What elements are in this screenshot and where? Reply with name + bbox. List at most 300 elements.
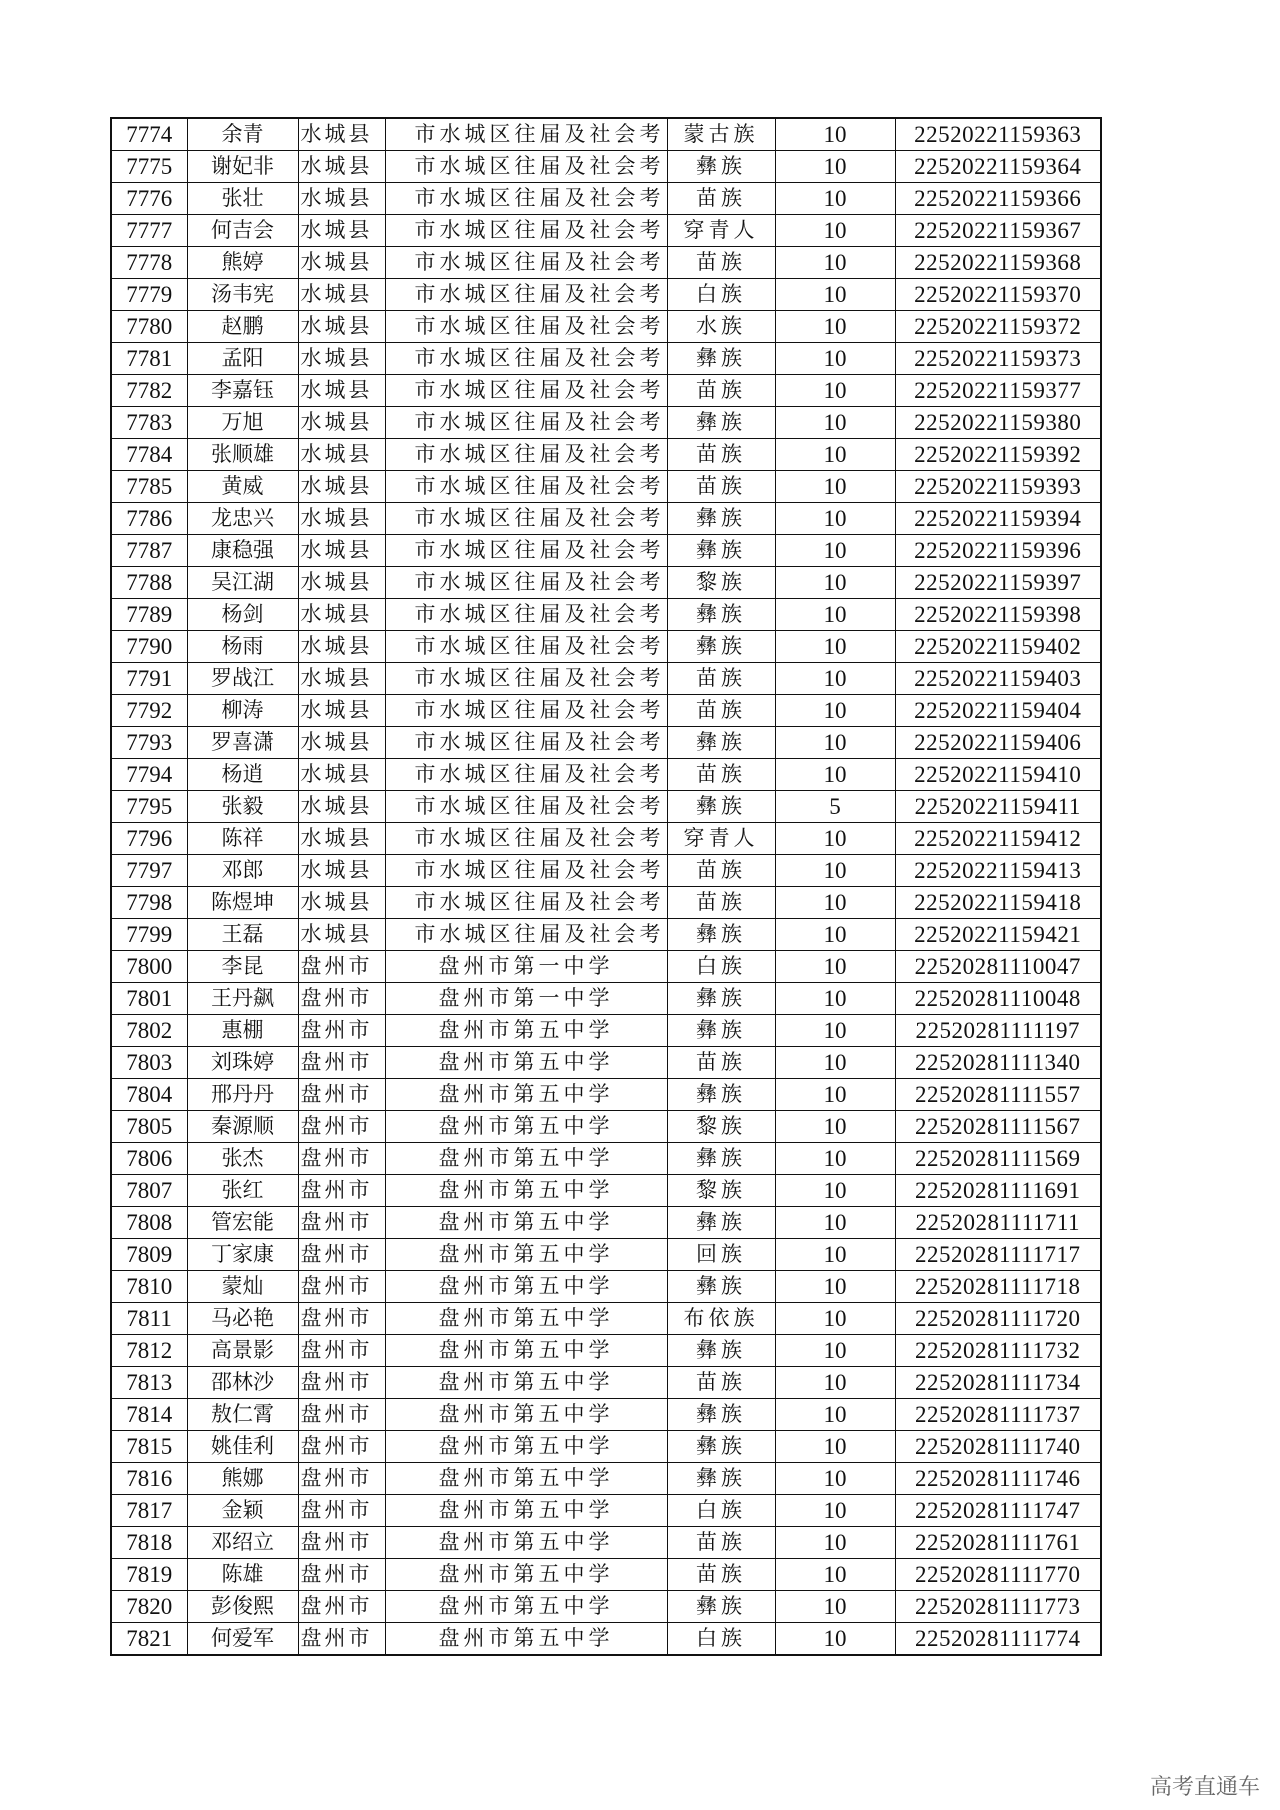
row-number-cell: 7819 bbox=[111, 1559, 187, 1591]
score-cell: 10 bbox=[775, 343, 895, 375]
school-cell: 市水城区往届及社会考 bbox=[385, 183, 667, 215]
exam-id-cell: 22520281111732 bbox=[895, 1335, 1101, 1367]
score-cell: 10 bbox=[775, 631, 895, 663]
exam-id-cell: 22520221159366 bbox=[895, 183, 1101, 215]
county-cell: 盘州市 bbox=[298, 1495, 385, 1527]
score-cell: 10 bbox=[775, 1111, 895, 1143]
exam-id-cell: 22520221159397 bbox=[895, 567, 1101, 599]
row-number-cell: 7784 bbox=[111, 439, 187, 471]
ethnicity-cell: 苗族 bbox=[667, 663, 775, 695]
name-cell: 汤韦宪 bbox=[187, 279, 298, 311]
ethnicity-cell: 苗族 bbox=[667, 471, 775, 503]
score-cell: 10 bbox=[775, 855, 895, 887]
score-cell: 10 bbox=[775, 1367, 895, 1399]
table-row bbox=[111, 919, 1101, 951]
row-number-cell: 7776 bbox=[111, 183, 187, 215]
county-cell: 盘州市 bbox=[298, 1015, 385, 1047]
row-number-cell: 7795 bbox=[111, 791, 187, 823]
row-number-cell: 7813 bbox=[111, 1367, 187, 1399]
county-cell: 盘州市 bbox=[298, 1143, 385, 1175]
row-number-cell: 7800 bbox=[111, 951, 187, 983]
table-row bbox=[111, 855, 1101, 887]
exam-id-cell: 22520221159368 bbox=[895, 247, 1101, 279]
county-cell: 水城县 bbox=[298, 663, 385, 695]
name-cell: 万旭 bbox=[187, 407, 298, 439]
county-cell: 水城县 bbox=[298, 695, 385, 727]
exam-id-cell: 22520221159373 bbox=[895, 343, 1101, 375]
name-cell: 邢丹丹 bbox=[187, 1079, 298, 1111]
exam-id-cell: 22520221159396 bbox=[895, 535, 1101, 567]
score-cell: 10 bbox=[775, 599, 895, 631]
county-cell: 盘州市 bbox=[298, 1431, 385, 1463]
ethnicity-cell: 白族 bbox=[667, 951, 775, 983]
ethnicity-cell: 彝族 bbox=[667, 1431, 775, 1463]
row-number-cell: 7794 bbox=[111, 759, 187, 791]
row-number-cell: 7792 bbox=[111, 695, 187, 727]
county-cell: 水城县 bbox=[298, 791, 385, 823]
exam-id-cell: 22520221159406 bbox=[895, 727, 1101, 759]
row-number-cell: 7774 bbox=[111, 118, 187, 151]
ethnicity-cell: 彝族 bbox=[667, 727, 775, 759]
score-cell: 10 bbox=[775, 1207, 895, 1239]
exam-id-cell: 22520221159403 bbox=[895, 663, 1101, 695]
ethnicity-cell: 苗族 bbox=[667, 247, 775, 279]
county-cell: 盘州市 bbox=[298, 1399, 385, 1431]
table-row bbox=[111, 1271, 1101, 1303]
row-number-cell: 7818 bbox=[111, 1527, 187, 1559]
table-row bbox=[111, 599, 1101, 631]
table-row bbox=[111, 983, 1101, 1015]
ethnicity-cell: 苗族 bbox=[667, 1559, 775, 1591]
exam-id-cell: 22520221159393 bbox=[895, 471, 1101, 503]
ethnicity-cell: 苗族 bbox=[667, 855, 775, 887]
ethnicity-cell: 彝族 bbox=[667, 599, 775, 631]
ethnicity-cell: 苗族 bbox=[667, 695, 775, 727]
score-cell: 10 bbox=[775, 951, 895, 983]
school-cell: 市水城区往届及社会考 bbox=[385, 823, 667, 855]
row-number-cell: 7801 bbox=[111, 983, 187, 1015]
ethnicity-cell: 彝族 bbox=[667, 1335, 775, 1367]
score-cell: 10 bbox=[775, 1623, 895, 1656]
school-cell: 盘州市第五中学 bbox=[385, 1079, 667, 1111]
county-cell: 盘州市 bbox=[298, 1559, 385, 1591]
exam-id-cell: 22520281111720 bbox=[895, 1303, 1101, 1335]
exam-id-cell: 22520281111557 bbox=[895, 1079, 1101, 1111]
table-row bbox=[111, 151, 1101, 183]
score-cell: 10 bbox=[775, 695, 895, 727]
county-cell: 水城县 bbox=[298, 471, 385, 503]
table-row bbox=[111, 1399, 1101, 1431]
score-cell: 10 bbox=[775, 919, 895, 951]
school-cell: 盘州市第五中学 bbox=[385, 1111, 667, 1143]
ethnicity-cell: 彝族 bbox=[667, 1079, 775, 1111]
ethnicity-cell: 彝族 bbox=[667, 1463, 775, 1495]
county-cell: 盘州市 bbox=[298, 1591, 385, 1623]
school-cell: 市水城区往届及社会考 bbox=[385, 695, 667, 727]
county-cell: 水城县 bbox=[298, 599, 385, 631]
exam-id-cell: 22520221159410 bbox=[895, 759, 1101, 791]
row-number-cell: 7803 bbox=[111, 1047, 187, 1079]
score-cell: 10 bbox=[775, 983, 895, 1015]
name-cell: 罗战江 bbox=[187, 663, 298, 695]
county-cell: 水城县 bbox=[298, 503, 385, 535]
name-cell: 余青 bbox=[187, 118, 298, 151]
exam-id-cell: 22520281110047 bbox=[895, 951, 1101, 983]
school-cell: 盘州市第五中学 bbox=[385, 1271, 667, 1303]
exam-id-cell: 22520281111747 bbox=[895, 1495, 1101, 1527]
name-cell: 丁家康 bbox=[187, 1239, 298, 1271]
school-cell: 市水城区往届及社会考 bbox=[385, 919, 667, 951]
score-cell: 10 bbox=[775, 727, 895, 759]
ethnicity-cell: 黎族 bbox=[667, 1175, 775, 1207]
row-number-cell: 7780 bbox=[111, 311, 187, 343]
name-cell: 何爱军 bbox=[187, 1623, 298, 1656]
score-cell: 10 bbox=[775, 1495, 895, 1527]
ethnicity-cell: 穿青人 bbox=[667, 823, 775, 855]
table-row bbox=[111, 1495, 1101, 1527]
school-cell: 盘州市第五中学 bbox=[385, 1559, 667, 1591]
table-row bbox=[111, 1431, 1101, 1463]
school-cell: 盘州市第一中学 bbox=[385, 951, 667, 983]
row-number-cell: 7797 bbox=[111, 855, 187, 887]
table-row bbox=[111, 1015, 1101, 1047]
name-cell: 杨雨 bbox=[187, 631, 298, 663]
row-number-cell: 7814 bbox=[111, 1399, 187, 1431]
score-cell: 10 bbox=[775, 1431, 895, 1463]
ethnicity-cell: 彝族 bbox=[667, 151, 775, 183]
row-number-cell: 7793 bbox=[111, 727, 187, 759]
table-row bbox=[111, 1175, 1101, 1207]
school-cell: 盘州市第五中学 bbox=[385, 1015, 667, 1047]
exam-id-cell: 22520221159364 bbox=[895, 151, 1101, 183]
row-number-cell: 7775 bbox=[111, 151, 187, 183]
school-cell: 盘州市第五中学 bbox=[385, 1047, 667, 1079]
table-row bbox=[111, 791, 1101, 823]
ethnicity-cell: 苗族 bbox=[667, 887, 775, 919]
exam-id-cell: 22520281111774 bbox=[895, 1623, 1101, 1656]
score-cell: 10 bbox=[775, 503, 895, 535]
score-cell: 10 bbox=[775, 1399, 895, 1431]
county-cell: 水城县 bbox=[298, 279, 385, 311]
row-number-cell: 7806 bbox=[111, 1143, 187, 1175]
table-row bbox=[111, 471, 1101, 503]
school-cell: 市水城区往届及社会考 bbox=[385, 567, 667, 599]
school-cell: 盘州市第一中学 bbox=[385, 983, 667, 1015]
table-row bbox=[111, 1303, 1101, 1335]
score-cell: 10 bbox=[775, 1335, 895, 1367]
ethnicity-cell: 苗族 bbox=[667, 1047, 775, 1079]
ethnicity-cell: 苗族 bbox=[667, 375, 775, 407]
name-cell: 张顺雄 bbox=[187, 439, 298, 471]
score-cell: 10 bbox=[775, 1271, 895, 1303]
school-cell: 盘州市第五中学 bbox=[385, 1399, 667, 1431]
score-cell: 10 bbox=[775, 1143, 895, 1175]
score-cell: 10 bbox=[775, 1047, 895, 1079]
score-cell: 10 bbox=[775, 1015, 895, 1047]
name-cell: 王丹飙 bbox=[187, 983, 298, 1015]
county-cell: 盘州市 bbox=[298, 1047, 385, 1079]
name-cell: 邵林沙 bbox=[187, 1367, 298, 1399]
ethnicity-cell: 彝族 bbox=[667, 983, 775, 1015]
exam-id-cell: 22520221159413 bbox=[895, 855, 1101, 887]
school-cell: 市水城区往届及社会考 bbox=[385, 407, 667, 439]
county-cell: 水城县 bbox=[298, 183, 385, 215]
exam-id-cell: 22520281111761 bbox=[895, 1527, 1101, 1559]
score-cell: 10 bbox=[775, 1463, 895, 1495]
county-cell: 水城县 bbox=[298, 247, 385, 279]
school-cell: 盘州市第五中学 bbox=[385, 1495, 667, 1527]
school-cell: 市水城区往届及社会考 bbox=[385, 887, 667, 919]
ethnicity-cell: 彝族 bbox=[667, 919, 775, 951]
exam-id-cell: 22520281111737 bbox=[895, 1399, 1101, 1431]
name-cell: 陈祥 bbox=[187, 823, 298, 855]
exam-id-cell: 22520221159372 bbox=[895, 311, 1101, 343]
exam-id-cell: 22520221159402 bbox=[895, 631, 1101, 663]
name-cell: 惠棚 bbox=[187, 1015, 298, 1047]
name-cell: 龙忠兴 bbox=[187, 503, 298, 535]
ethnicity-cell: 苗族 bbox=[667, 1527, 775, 1559]
school-cell: 市水城区往届及社会考 bbox=[385, 118, 667, 151]
row-number-cell: 7817 bbox=[111, 1495, 187, 1527]
name-cell: 何吉会 bbox=[187, 215, 298, 247]
score-cell: 10 bbox=[775, 759, 895, 791]
county-cell: 水城县 bbox=[298, 343, 385, 375]
school-cell: 市水城区往届及社会考 bbox=[385, 599, 667, 631]
table-body bbox=[111, 118, 1101, 1655]
county-cell: 水城县 bbox=[298, 887, 385, 919]
school-cell: 盘州市第五中学 bbox=[385, 1143, 667, 1175]
table-row bbox=[111, 887, 1101, 919]
ethnicity-cell: 彝族 bbox=[667, 1271, 775, 1303]
county-cell: 水城县 bbox=[298, 215, 385, 247]
ethnicity-cell: 彝族 bbox=[667, 1399, 775, 1431]
row-number-cell: 7821 bbox=[111, 1623, 187, 1656]
ethnicity-cell: 白族 bbox=[667, 279, 775, 311]
table-row bbox=[111, 535, 1101, 567]
ethnicity-cell: 苗族 bbox=[667, 1367, 775, 1399]
exam-id-cell: 22520221159421 bbox=[895, 919, 1101, 951]
row-number-cell: 7779 bbox=[111, 279, 187, 311]
county-cell: 水城县 bbox=[298, 727, 385, 759]
county-cell: 水城县 bbox=[298, 311, 385, 343]
table-row bbox=[111, 1079, 1101, 1111]
school-cell: 盘州市第五中学 bbox=[385, 1303, 667, 1335]
table-row bbox=[111, 247, 1101, 279]
county-cell: 盘州市 bbox=[298, 1335, 385, 1367]
name-cell: 秦源顺 bbox=[187, 1111, 298, 1143]
name-cell: 管宏能 bbox=[187, 1207, 298, 1239]
school-cell: 盘州市第五中学 bbox=[385, 1239, 667, 1271]
score-cell: 5 bbox=[775, 791, 895, 823]
row-number-cell: 7808 bbox=[111, 1207, 187, 1239]
school-cell: 市水城区往届及社会考 bbox=[385, 151, 667, 183]
county-cell: 水城县 bbox=[298, 118, 385, 151]
exam-id-cell: 22520281111567 bbox=[895, 1111, 1101, 1143]
row-number-cell: 7781 bbox=[111, 343, 187, 375]
name-cell: 张毅 bbox=[187, 791, 298, 823]
table-row bbox=[111, 1239, 1101, 1271]
school-cell: 市水城区往届及社会考 bbox=[385, 375, 667, 407]
table-row bbox=[111, 631, 1101, 663]
table-row bbox=[111, 951, 1101, 983]
score-cell: 10 bbox=[775, 1303, 895, 1335]
table-row bbox=[111, 823, 1101, 855]
county-cell: 水城县 bbox=[298, 535, 385, 567]
exam-id-cell: 22520281111197 bbox=[895, 1015, 1101, 1047]
ethnicity-cell: 彝族 bbox=[667, 535, 775, 567]
table-row bbox=[111, 1591, 1101, 1623]
row-number-cell: 7811 bbox=[111, 1303, 187, 1335]
school-cell: 市水城区往届及社会考 bbox=[385, 631, 667, 663]
county-cell: 水城县 bbox=[298, 567, 385, 599]
name-cell: 熊婷 bbox=[187, 247, 298, 279]
score-cell: 10 bbox=[775, 535, 895, 567]
county-cell: 水城县 bbox=[298, 439, 385, 471]
exam-id-cell: 22520221159380 bbox=[895, 407, 1101, 439]
ethnicity-cell: 彝族 bbox=[667, 1591, 775, 1623]
name-cell: 李嘉钰 bbox=[187, 375, 298, 407]
score-cell: 10 bbox=[775, 1079, 895, 1111]
exam-id-cell: 22520281111569 bbox=[895, 1143, 1101, 1175]
exam-id-cell: 22520221159394 bbox=[895, 503, 1101, 535]
table-row bbox=[111, 727, 1101, 759]
school-cell: 市水城区往届及社会考 bbox=[385, 247, 667, 279]
school-cell: 市水城区往届及社会考 bbox=[385, 791, 667, 823]
school-cell: 市水城区往届及社会考 bbox=[385, 279, 667, 311]
county-cell: 盘州市 bbox=[298, 951, 385, 983]
school-cell: 市水城区往届及社会考 bbox=[385, 439, 667, 471]
ethnicity-cell: 白族 bbox=[667, 1495, 775, 1527]
score-cell: 10 bbox=[775, 1175, 895, 1207]
county-cell: 水城县 bbox=[298, 823, 385, 855]
score-cell: 10 bbox=[775, 887, 895, 919]
row-number-cell: 7796 bbox=[111, 823, 187, 855]
exam-id-cell: 22520281111770 bbox=[895, 1559, 1101, 1591]
name-cell: 黄威 bbox=[187, 471, 298, 503]
score-cell: 10 bbox=[775, 183, 895, 215]
ethnicity-cell: 蒙古族 bbox=[667, 118, 775, 151]
exam-id-cell: 22520221159363 bbox=[895, 118, 1101, 151]
ethnicity-cell: 彝族 bbox=[667, 1015, 775, 1047]
exam-id-cell: 22520281111746 bbox=[895, 1463, 1101, 1495]
ethnicity-cell: 彝族 bbox=[667, 343, 775, 375]
county-cell: 盘州市 bbox=[298, 1463, 385, 1495]
ethnicity-cell: 苗族 bbox=[667, 439, 775, 471]
name-cell: 王磊 bbox=[187, 919, 298, 951]
exam-id-cell: 22520221159412 bbox=[895, 823, 1101, 855]
exam-id-cell: 22520281111340 bbox=[895, 1047, 1101, 1079]
name-cell: 陈煜坤 bbox=[187, 887, 298, 919]
table-row bbox=[111, 1111, 1101, 1143]
row-number-cell: 7812 bbox=[111, 1335, 187, 1367]
school-cell: 市水城区往届及社会考 bbox=[385, 727, 667, 759]
row-number-cell: 7785 bbox=[111, 471, 187, 503]
exam-id-cell: 22520221159404 bbox=[895, 695, 1101, 727]
table-row bbox=[111, 1335, 1101, 1367]
name-cell: 赵鹏 bbox=[187, 311, 298, 343]
table-row bbox=[111, 695, 1101, 727]
exam-id-cell: 22520221159418 bbox=[895, 887, 1101, 919]
school-cell: 盘州市第五中学 bbox=[385, 1463, 667, 1495]
score-cell: 10 bbox=[775, 407, 895, 439]
name-cell: 敖仁霄 bbox=[187, 1399, 298, 1431]
watermark-text: 高考直通车 bbox=[1150, 1775, 1261, 1800]
score-cell: 10 bbox=[775, 823, 895, 855]
school-cell: 市水城区往届及社会考 bbox=[385, 503, 667, 535]
row-number-cell: 7777 bbox=[111, 215, 187, 247]
county-cell: 水城县 bbox=[298, 407, 385, 439]
ethnicity-cell: 苗族 bbox=[667, 759, 775, 791]
school-cell: 盘州市第五中学 bbox=[385, 1591, 667, 1623]
ethnicity-cell: 彝族 bbox=[667, 407, 775, 439]
row-number-cell: 7789 bbox=[111, 599, 187, 631]
exam-id-cell: 22520281111717 bbox=[895, 1239, 1101, 1271]
table-row bbox=[111, 1143, 1101, 1175]
score-cell: 10 bbox=[775, 1559, 895, 1591]
table-row bbox=[111, 1623, 1101, 1656]
name-cell: 杨逍 bbox=[187, 759, 298, 791]
row-number-cell: 7807 bbox=[111, 1175, 187, 1207]
name-cell: 彭俊熙 bbox=[187, 1591, 298, 1623]
name-cell: 马必艳 bbox=[187, 1303, 298, 1335]
county-cell: 盘州市 bbox=[298, 1623, 385, 1656]
table-row bbox=[111, 1559, 1101, 1591]
row-number-cell: 7805 bbox=[111, 1111, 187, 1143]
table-row bbox=[111, 407, 1101, 439]
exam-id-cell: 22520281110048 bbox=[895, 983, 1101, 1015]
table-row bbox=[111, 1463, 1101, 1495]
school-cell: 市水城区往届及社会考 bbox=[385, 471, 667, 503]
school-cell: 盘州市第五中学 bbox=[385, 1623, 667, 1656]
table-row bbox=[111, 215, 1101, 247]
name-cell: 张杰 bbox=[187, 1143, 298, 1175]
table-row bbox=[111, 503, 1101, 535]
county-cell: 盘州市 bbox=[298, 1207, 385, 1239]
score-cell: 10 bbox=[775, 375, 895, 407]
ethnicity-cell: 彝族 bbox=[667, 1143, 775, 1175]
name-cell: 柳涛 bbox=[187, 695, 298, 727]
row-number-cell: 7816 bbox=[111, 1463, 187, 1495]
exam-id-cell: 22520221159392 bbox=[895, 439, 1101, 471]
score-cell: 10 bbox=[775, 279, 895, 311]
row-number-cell: 7787 bbox=[111, 535, 187, 567]
school-cell: 市水城区往届及社会考 bbox=[385, 759, 667, 791]
row-number-cell: 7810 bbox=[111, 1271, 187, 1303]
name-cell: 罗喜潇 bbox=[187, 727, 298, 759]
name-cell: 吴江湖 bbox=[187, 567, 298, 599]
county-cell: 水城县 bbox=[298, 855, 385, 887]
county-cell: 盘州市 bbox=[298, 1271, 385, 1303]
school-cell: 盘州市第五中学 bbox=[385, 1335, 667, 1367]
score-cell: 10 bbox=[775, 1527, 895, 1559]
name-cell: 邓绍立 bbox=[187, 1527, 298, 1559]
table-row bbox=[111, 118, 1101, 151]
county-cell: 盘州市 bbox=[298, 1239, 385, 1271]
county-cell: 盘州市 bbox=[298, 1175, 385, 1207]
table-row bbox=[111, 1047, 1101, 1079]
table-row bbox=[111, 439, 1101, 471]
score-cell: 10 bbox=[775, 311, 895, 343]
table-row bbox=[111, 375, 1101, 407]
ethnicity-cell: 黎族 bbox=[667, 1111, 775, 1143]
name-cell: 李昆 bbox=[187, 951, 298, 983]
school-cell: 市水城区往届及社会考 bbox=[385, 311, 667, 343]
score-cell: 10 bbox=[775, 1591, 895, 1623]
table-row bbox=[111, 1207, 1101, 1239]
exam-id-cell: 22520221159398 bbox=[895, 599, 1101, 631]
score-cell: 10 bbox=[775, 151, 895, 183]
score-cell: 10 bbox=[775, 439, 895, 471]
